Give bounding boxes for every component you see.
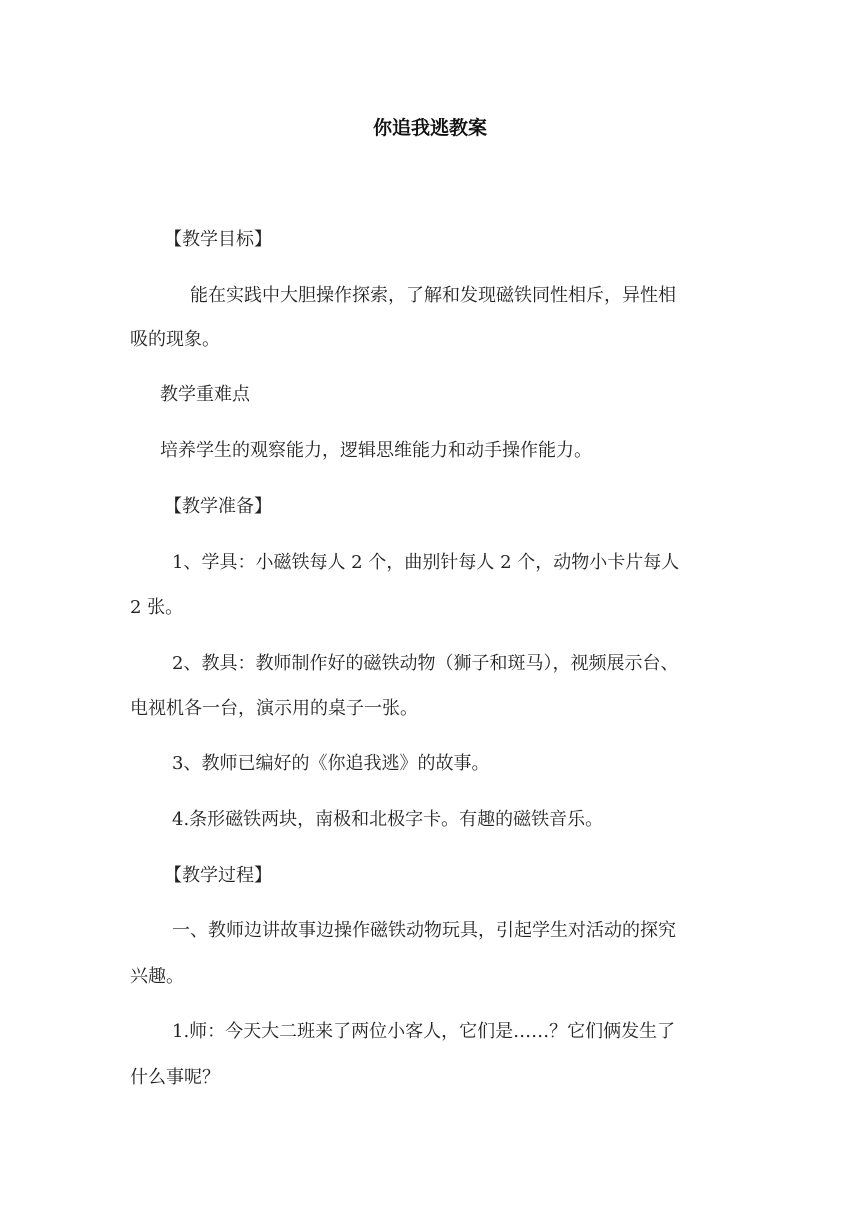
paragraph-line: 能在实践中大胆操作探索，了解和发现磁铁同性相斥，异性相: [190, 285, 676, 306]
section-heading-objectives: 【教学目标】: [164, 229, 272, 250]
list-item-line: 2 张。: [130, 597, 184, 618]
list-item-line: 2、教具：教师制作好的磁铁动物（狮子和斑马），视频展示台、: [172, 653, 679, 674]
paragraph-line: 吸的现象。: [130, 329, 220, 350]
section-heading-preparation: 【教学准备】: [164, 496, 272, 517]
section-heading-process: 【教学过程】: [164, 865, 272, 886]
section-heading-key-points: 教学重难点: [160, 384, 250, 405]
list-item-line: 3、教师已编好的《你追我逃》的故事。: [172, 753, 490, 774]
list-item-line: 电视机各一台，演示用的桌子一张。: [130, 698, 418, 719]
paragraph-line: 兴趣。: [130, 966, 184, 987]
list-item-line: 4.条形磁铁两块，南极和北极字卡。有趣的磁铁音乐。: [172, 809, 604, 830]
paragraph-line: 一、教师边讲故事边操作磁铁动物玩具，引起学生对活动的探究: [172, 920, 676, 941]
list-item-line: 1、学具：小磁铁每人 2 个，曲别针每人 2 个，动物小卡片每人: [172, 552, 680, 573]
paragraph-line: 什么事呢？: [130, 1067, 220, 1088]
document-title: 你追我逃教案: [372, 117, 487, 139]
paragraph-line: 1.师：今天大二班来了两位小客人，它们是……？它们俩发生了: [172, 1021, 676, 1042]
paragraph-line: 培养学生的观察能力，逻辑思维能力和动手操作能力。: [160, 440, 592, 461]
